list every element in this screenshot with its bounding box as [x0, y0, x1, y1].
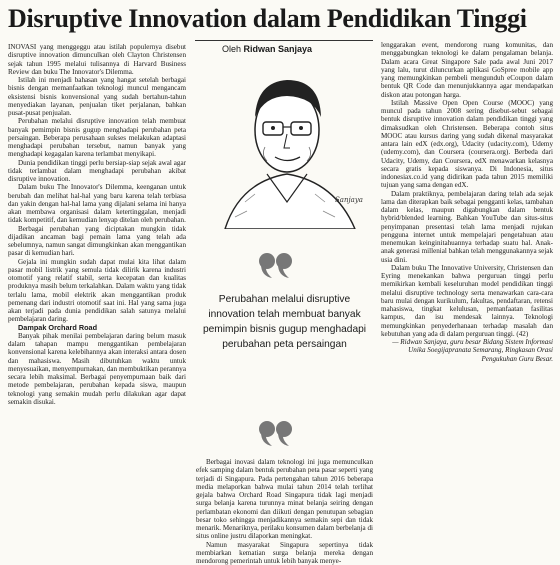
byline — [222, 44, 372, 54]
divider — [195, 40, 373, 41]
column-1 — [8, 43, 186, 406]
paragraph: Berbagai perubahan yang diciptakan mungkin tidak dijadikan ancaman bagi pemain lama yang telah ada sebelumnya, namun sangat dimungkinkan akan menggantikan pasar di kemudian hari. — [8, 225, 186, 258]
paragraph: Dalam buku The Innovative University, Christensen dan Eyring menekankan bahwa perguruan tinggi perlu memikirkan kembali keseluruhan model pendidikan tinggi melalui disruptive technology serta menawarkan cara-cara baru mulai dengan kurikulum, fakultas, pendaftaran, retensi mahasiswa, tingkat kelulusan, pemanfaatan fasilitas kampus, dan isu mendesak lainnya. Teknologi memungkinkan penyederhanaan terhadap masalah dan kebutuhan yang ada di dalam perguruan tinggi. (42) — [381, 264, 553, 338]
author-credit: — Ridwan Sanjaya, guru besar Bidang Sistem Informasi Unika Soegijapranata Semarang, Ringkasan Orasi Pengukuhan Guru Besar. — [381, 338, 553, 363]
paragraph: Dunia pendidikan tinggi perlu bersiap-siap sejak awal agar tidak terlambat dalam menghadapi perubahan akibat disruptive innovation. — [8, 159, 186, 184]
article-title: Disruptive Innovation dalam Pendidikan Tinggi — [8, 4, 552, 34]
paragraph: Namun masyarakat Singapura sepertinya tidak membiarkan kematian surga belanja mereka dengan mendorong pemerintah untuk lebih banyak menye- — [196, 541, 373, 565]
paragraph: Perubahan melalui disruptive innovation telah membuat banyak pemimpin bisnis gugup menghadapi perubahan peta persaingan. Beberapa perusahaan sukses melakukan adaptasi menghadapi perubahan tersebut, namun banyak yang menghadapi kegagalan karena terlambat menyikapi. — [8, 117, 186, 158]
paragraph: lenggarakan event, mendorong ruang komunitas, dan menggabungkan teknologi ke dalam pengalaman belanja. Dalam acara Great Singapore Sale pada awal Juni 2017 yang lalu, turut diluncurkan aplikasi GoSpree mobile app yang memungkinkan pembeli mengunduh eCoupon dalam bentuk QR Code dan menunjukkannya agar mendapatkan diskon atau potongan harga. — [381, 41, 553, 99]
quote-open-icon — [256, 250, 296, 280]
paragraph: Banyak pihak menilai pembelajaran daring belum masuk dalam tahapan mampu menggantikan pembelajaran konvensional karena kelebihannya akan interaksi antara dosen dan mahasiswa. Masih dibutuhkan waktu untuk menyesuaikan, menyempurnakan, dan membuktikan perannya secara lebih maksimal. Berbagai penyempurnaan baik dari metode pembelajaran, perubahan kepada siswa, maupun teknologi yang semakin mudah perlu dilakukan agar dapat semakin disukai. — [8, 332, 186, 406]
column-2 — [196, 458, 373, 565]
paragraph: Istilah Massive Open Open Course (MOOC) yang muncul pada tahun 2008 sering disebut-sebut sebagai bentuk disruptive innovation dalam pendidikan tinggi yang dimaksudkan oleh Christensen. Beberapa contoh situs MOOC atau kursus daring yang sudah dikenal masyarakat antara lain edX (edx.org), Udacity (udacity.com), Udemy (udemy.com), dan Coursera (coursera.org). Berbeda dari Udacity, Udemy, dan Coursera, edX menawarkan kelasnya secara gratis kepada siswanya. Di Indonesia, situs indonesiax.co.id yang didirikan pada tahun 2015 memiliki tujuan yang sama dengan edX. — [381, 99, 553, 190]
byline-prefix: Oleh — [222, 44, 241, 54]
author-portrait-illustration — [205, 62, 370, 229]
paragraph: Gejala ini mungkin sudah dapat mulai kita lihat dalam pasar mobil listrik yang semula tidak dilirik karena industri otomotif yang relatif stabil, serta kecepatan dan kualitas produknya masih belum terkalahkan. Dalam waktu yang tidak terlalu lama, mobil elektrik akan menggantikan produk pemenang dari industri otomotif saat ini. Hal yang sama juga akan terjadi pada dunia pendidikan salah satunya melalui pembelajaran daring. — [8, 258, 186, 324]
paragraph: Dalam buku The Innovator's Dilemma, keenganan untuk berubah dan melihat hal-hal yang baru karena telah terbiasa dan yakin dengan hal-hal lama yang dijalani selama ini hanya akan membawa organisasi dalam ketertinggalan, menjadi tidak kompetitif, dan kemudian lenyap ditelan oleh perubahan. — [8, 183, 186, 224]
subheading: Dampak Orchard Road — [8, 324, 186, 332]
portrait-signature: Sanjaya — [335, 196, 363, 204]
quote-close-icon — [256, 418, 296, 448]
paragraph: Berbagai inovasi dalam teknologi ini juga memunculkan efek samping dalam bentuk perubahan peta pasar seperti yang terjadi di Singapura. Pada pertengahan tahun 2016 beberapa media melaporkan bahwa mulai tahun 2014 telah terlihat gejala bahwa Orchard Road Singapura tidak lagi menjadi surga belanja karena turunnya minat belanja seiring dengan perlambatan ekonomi dan diikuti dengan penutupan sebagian besar toko sehingga menjadikannya semakin sepi dan tidak menarik. Menariknya, perilaku konsumen dalam berbelanja di situs online justru dilaporkan meningkat. — [196, 458, 373, 541]
paragraph: Istilah ini menjadi bahasan yang hangat setelah berbagai bisnis dengan memanfaatkan teknologi muncul mengancam eksistensi bisnis konvensional yang sudah bertahun-tahun menyediakan layanan, penjualan tiket perjalanan, bahkan pusat-pusat penjualan. — [8, 76, 186, 117]
pull-quote: Perubahan melalui disruptive innovation telah membuat banyak pemimpin bisnis gugup menghadapi perubahan peta persaingan — [198, 292, 371, 352]
byline-author: Ridwan Sanjaya — [244, 44, 313, 54]
column-3 — [381, 41, 553, 363]
paragraph: INOVASI yang menggeggu atau istilah populernya disebut disruptive innovation dimunculkan oleh Clayton Christensen sejak tahun 1995 melalui tulisannya di Harvard Business Review dan buku The Innovator's Dilemma. — [8, 43, 186, 76]
paragraph: Dalam praktiknya, pembelajaran daring telah ada sejak lama dan diterapkan baik sebagai pengganti kelas, tambahan dalam kelas, maupun digabungkan dalam bentuk hybrid/blended learning. Bahkan YouTube dan situs-situs penyimpanan presentasi telah lama menjadi rujukan pengguna internet untuk mempelajari pengetahuan atau menemukan keinginitahuannya terhadap suatu hal. Anak-anak generasi millenial bahkan telah menggunakannya sejak usia dini. — [381, 190, 553, 264]
